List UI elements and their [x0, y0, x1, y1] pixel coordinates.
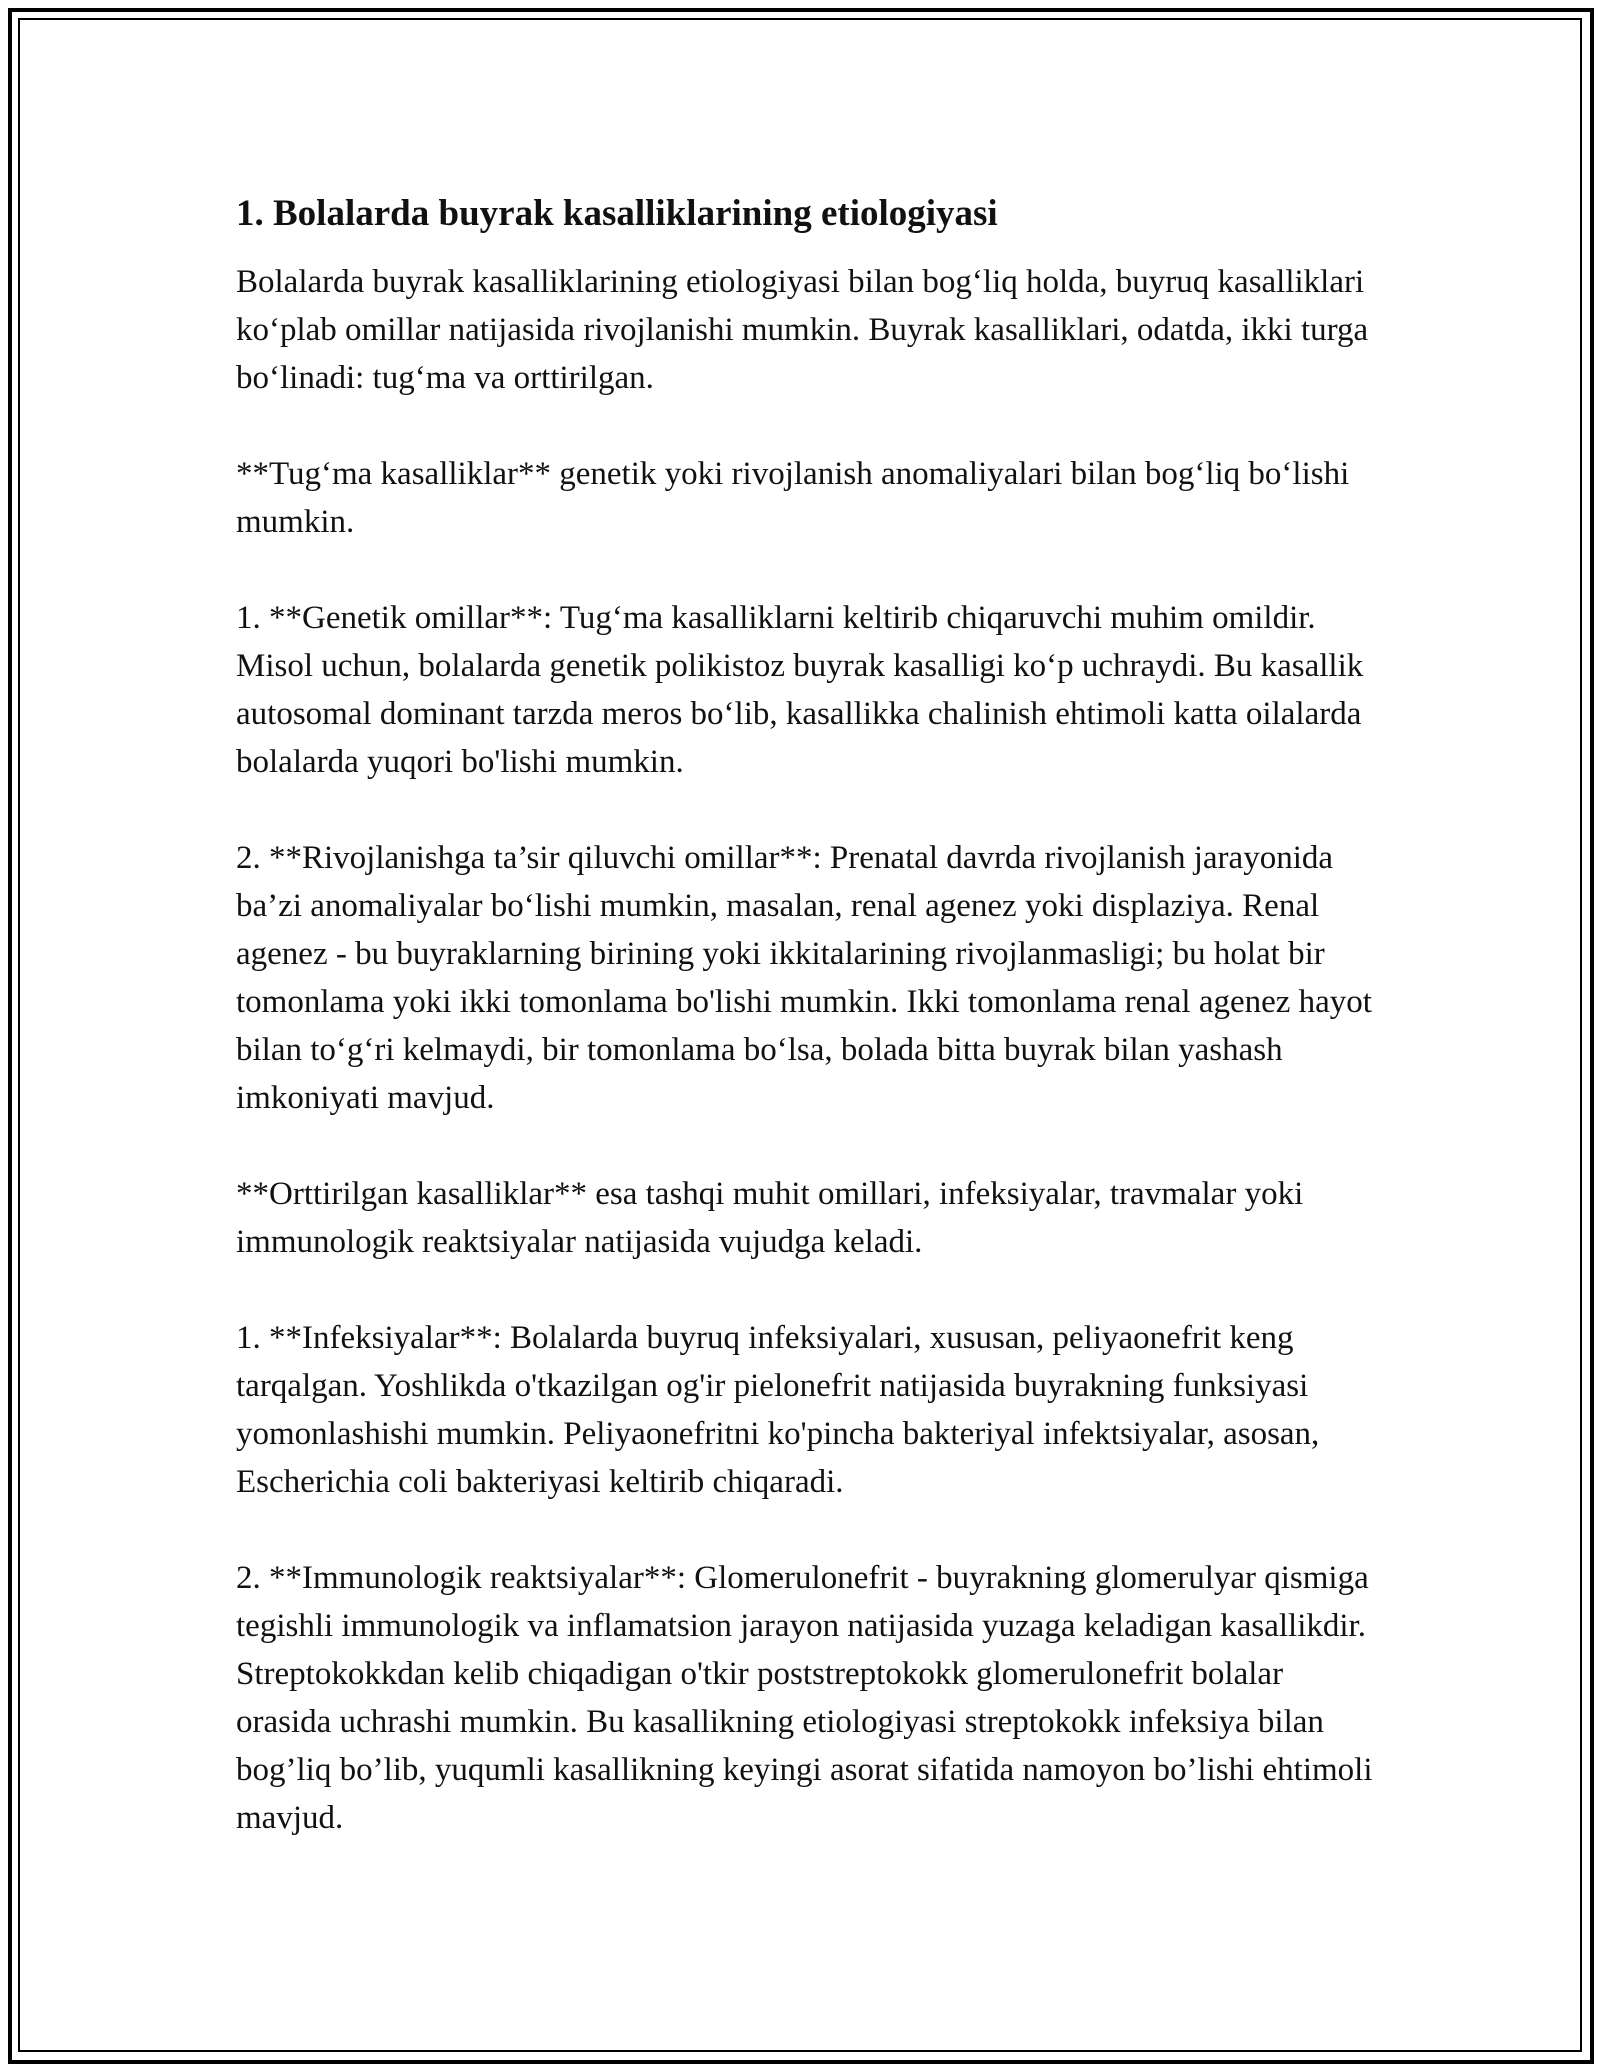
paragraph-congenital: **Tug‘ma kasalliklar** genetik yoki rivojlanish anomaliyalari bilan bog‘liq bo‘lishi mumkin.: [236, 456, 1350, 540]
paragraph-immunologic: 2. **Immunologik reaktsiyalar**: Glomerulonefrit - buyrakning glomerulyar qismiga tegishli immunologik va inflamatsion jarayon natijasida yuzaga keladigan kasallikdir. Streptokokkdan kelib chiqadigan o'tkir poststreptokokk glomerulonefrit bolalar orasida uchrashi mumkin. Bu kasallikning etiologiyasi streptokokk infeksiya bilan bog’liq bo’lib, yuqumli kasallikning keyingi asorat sifatida namoyon bo’lishi ehtimoli mavjud.: [236, 1560, 1373, 1836]
document-body: [236, 190, 1376, 1890]
paragraph-genetic-factors: 1. **Genetik omillar**: Tug‘ma kasalliklarni keltirib chiqaruvchi muhim omildir. Misol uchun, bolalarda genetik polikistoz buyrak kasalligi ko‘p uchraydi. Bu kasallik autosomal dominant tarzda meros bo‘lib, kasallikka chalinish ehtimoli katta oilalarda bolalarda yuqori bo'lishi mumkin.: [236, 600, 1364, 780]
paragraph-acquired: **Orttirilgan kasalliklar** esa tashqi muhit omillari, infeksiyalar, travmalar yoki immunologik reaktsiyalar natijasida vujudga keladi.: [236, 1176, 1304, 1260]
paragraph-intro: Bolalarda buyrak kasalliklarining etiologiyasi bilan bog‘liq holda, buyruq kasalliklari ko‘plab omillar natijasida rivojlanishi mumkin. Buyrak kasalliklari, odatda, ikki turga bo‘linadi: tug‘ma va orttirilgan.: [236, 264, 1369, 396]
paragraph-developmental-factors: 2. **Rivojlanishga ta’sir qiluvchi omillar**: Prenatal davrda rivojlanish jarayonida ba’zi anomaliyalar bo‘lishi mumkin, masalan, renal agenez yoki displaziya. Renal agenez - bu buyraklarning birining yoki ikkitalarining rivojlanmasligi; bu holat bir tomonlama yoki ikki tomonlama bo'lishi mumkin. Ikki tomonlama renal agenez hayot bilan to‘g‘ri kelmaydi, bir tomonlama bo‘lsa, bolada bitta buyrak bilan yashash imkoniyati mavjud.: [236, 840, 1372, 1116]
paragraph-infections: 1. **Infeksiyalar**: Bolalarda buyruq infeksiyalari, xususan, peliyaonefrit keng tarqalgan. Yoshlikda o'tkazilgan og'ir pielonefrit natijasida buyrakning funksiyasi yomonlashishi mumkin. Peliyaonefritni ko'pincha bakteriyal infektsiyalar, asosan, Escherichia coli bakteriyasi keltirib chiqaradi.: [236, 1320, 1320, 1500]
section-heading: 1. Bolalarda buyrak kasalliklarining etiologiyasi: [236, 193, 998, 234]
